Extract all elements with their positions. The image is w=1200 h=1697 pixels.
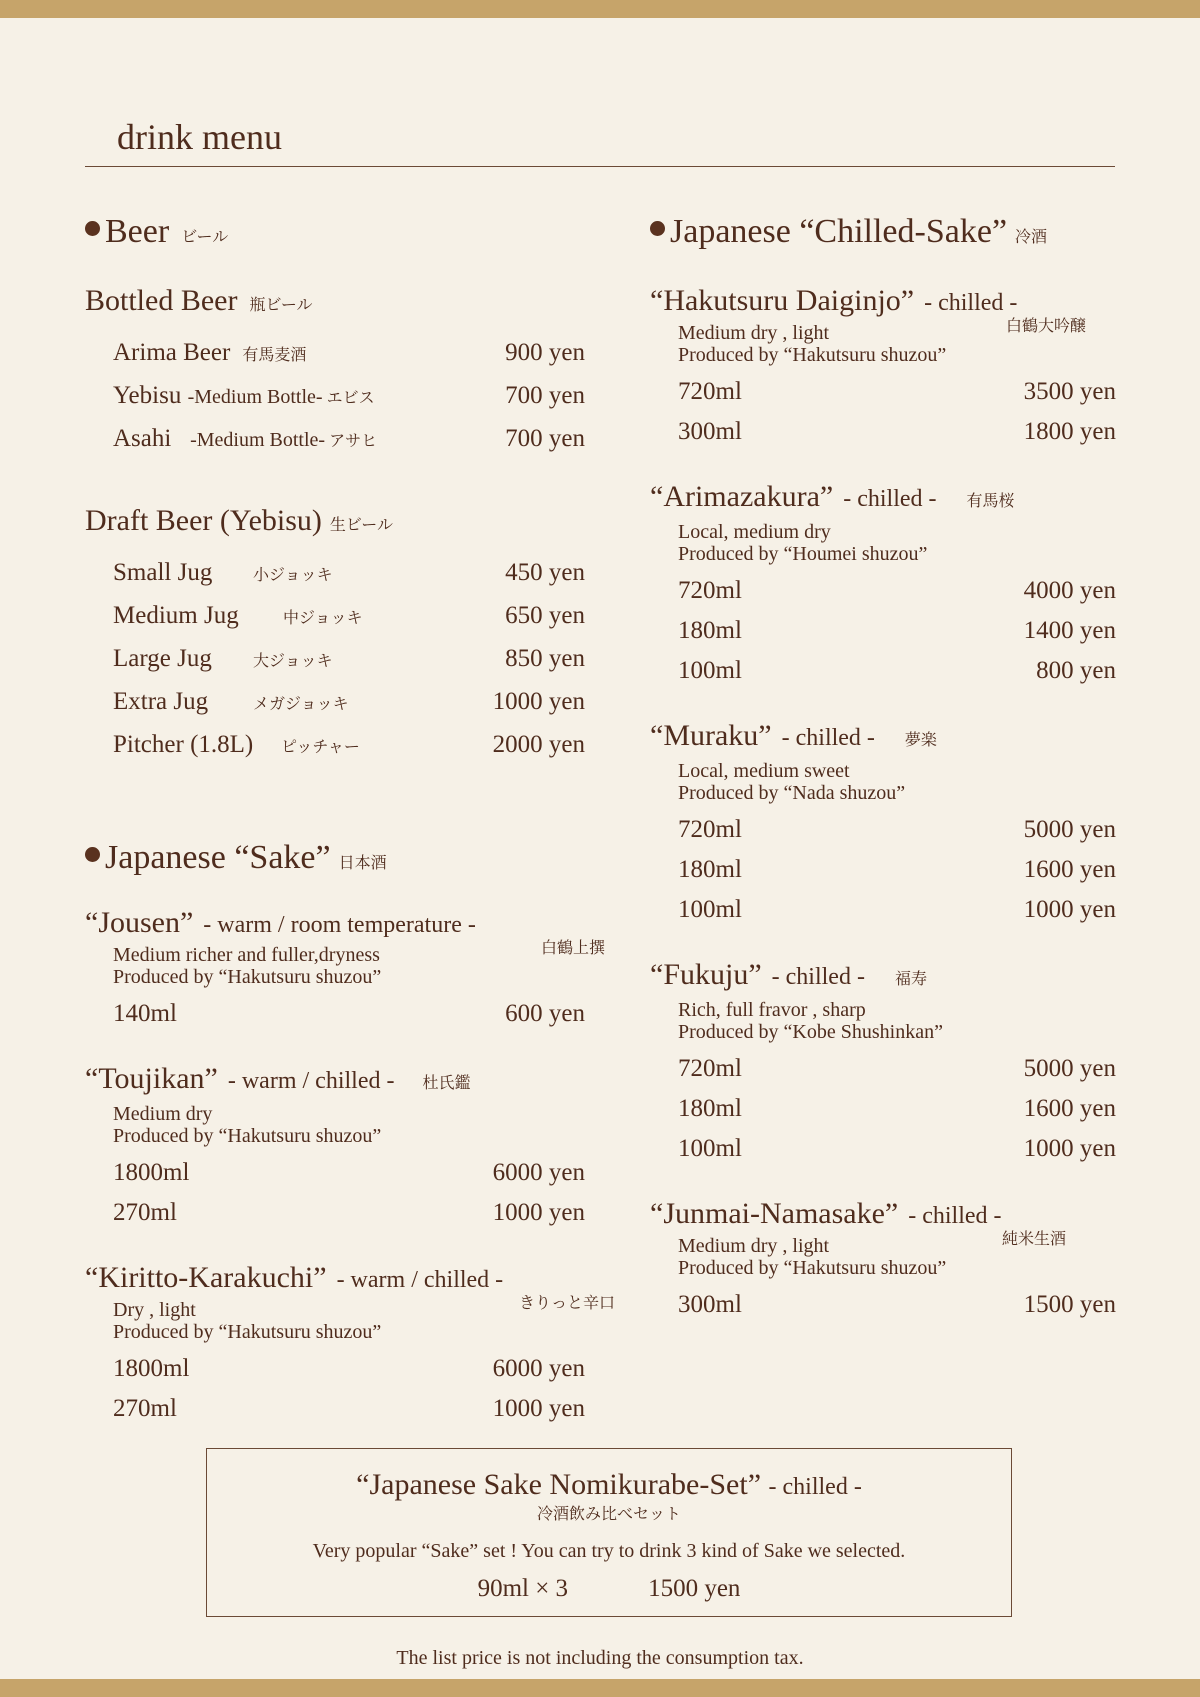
set-description: Very popular “Sake” set ! You can try to drink 3 kind of Sake we selected. (312, 1540, 906, 1562)
sake-name: “Fukuju” (650, 958, 762, 991)
chilled-item-fukuju (650, 956, 1116, 1169)
size: 720ml (678, 378, 742, 405)
size: 720ml (678, 1055, 742, 1082)
sake-name: “Arimazakura” (650, 480, 834, 513)
sake-producer: Produced by “Hakutsuru shuzou” (113, 1125, 382, 1147)
item-name-jp: ピッチャー (281, 739, 360, 756)
menu-item (85, 419, 585, 462)
sake-item-kiritto (85, 1259, 615, 1429)
size-price: 5000 yen (1023, 1055, 1116, 1082)
sake-name: “Junmai-Namasake” (650, 1197, 899, 1230)
size-price: 1600 yen (1023, 856, 1116, 883)
item-note: -Medium Bottle- (190, 429, 326, 451)
sake-name-jp: 純米生酒 (1001, 1231, 1066, 1248)
size-row (85, 1193, 585, 1233)
page-title: drink menu (117, 117, 282, 157)
sake-name-jp: 有馬桜 (966, 493, 1015, 510)
item-note: -Medium Bottle- (187, 386, 323, 408)
draft-beer-heading (85, 502, 585, 545)
sake-producer: Produced by “Kobe Shushinkan” (678, 1021, 943, 1043)
sake-temperature: - chilled - (908, 1203, 1002, 1229)
item-price: 450 yen (505, 559, 585, 586)
sake-temperature: - chilled - (771, 964, 865, 990)
sake-name-jp: きりっと辛口 (518, 1295, 615, 1312)
size: 180ml (678, 856, 742, 883)
size-row (650, 890, 1116, 930)
item-name-jp: 有馬麦酒 (242, 347, 307, 364)
sake-description: Medium richer and fuller,dryness (113, 944, 380, 966)
beer-heading-jp: ビール (181, 229, 229, 246)
set-title-jp: 冷酒飲み比べセット (536, 1506, 681, 1523)
set-price: 1500 yen (648, 1575, 741, 1602)
sake-description: Medium dry , light (678, 322, 830, 344)
menu-item (85, 333, 585, 376)
size-row (650, 1049, 1116, 1089)
sake-heading-jp: 日本酒 (338, 855, 387, 872)
item-name-jp: 中ジョッキ (283, 610, 363, 627)
size: 140ml (113, 1000, 177, 1027)
item-name: Medium Jug (113, 602, 239, 629)
menu-item (85, 376, 585, 419)
menu-item (85, 596, 585, 639)
set-temperature: - chilled - (768, 1474, 862, 1500)
sake-name-jp: 白鶴大吟醸 (1005, 318, 1086, 335)
size-price: 1400 yen (1023, 617, 1116, 644)
bullet-icon (650, 221, 665, 236)
size-row (85, 1349, 585, 1389)
size: 180ml (678, 1095, 742, 1122)
sake-producer: Produced by “Hakutsuru shuzou” (113, 1321, 382, 1343)
size: 270ml (113, 1395, 177, 1422)
sake-description: Medium dry (113, 1103, 213, 1125)
sake-producer: Produced by “Nada shuzou” (678, 782, 906, 804)
sake-name: “Kiritto-Karakuchi” (85, 1261, 327, 1294)
size-price: 1600 yen (1023, 1095, 1116, 1122)
sake-producer: Produced by “Hakutsuru shuzou” (113, 966, 382, 988)
size-price: 6000 yen (492, 1355, 585, 1382)
item-price: 850 yen (505, 645, 585, 672)
bottled-beer-list (85, 333, 585, 462)
size-price: 1500 yen (1023, 1291, 1116, 1318)
left-column (85, 210, 615, 1455)
sake-temperature: - warm / room temperature - (203, 912, 476, 938)
size: 300ml (678, 418, 742, 445)
item-price: 2000 yen (492, 731, 585, 758)
item-name-jp: 大ジョッキ (253, 653, 333, 670)
sake-name-jp: 夢楽 (904, 732, 937, 749)
sake-description: Dry , light (113, 1299, 196, 1321)
item-name: Yebisu (113, 382, 182, 409)
chilled-item-hakutsuru (650, 282, 1116, 452)
item-price: 700 yen (505, 382, 585, 409)
sake-temperature: - warm / chilled - (227, 1068, 395, 1094)
right-column (650, 210, 1116, 1351)
sake-producer: Produced by “Houmei shuzou” (678, 543, 928, 565)
bottled-beer-title-jp: 瓶ビール (249, 297, 313, 314)
size-price: 3500 yen (1023, 378, 1116, 405)
size-row (85, 1389, 585, 1429)
size-price: 1800 yen (1023, 418, 1116, 445)
chilled-section-heading (650, 210, 1116, 260)
size-row (650, 611, 1116, 651)
sake-producer: Produced by “Hakutsuru shuzou” (678, 344, 947, 366)
sake-heading: Japanese “Sake” (105, 839, 331, 876)
draft-beer-title-jp: 生ビール (329, 517, 393, 534)
sake-description: Local, medium dry (678, 521, 831, 543)
item-name: Pitcher (1.8L) (113, 731, 254, 758)
sake-section-heading (85, 836, 585, 886)
sake-item-jousen (85, 904, 605, 1034)
size: 100ml (678, 1135, 742, 1162)
size-price: 5000 yen (1023, 816, 1116, 843)
menu-item (85, 639, 585, 682)
sake-temperature: - chilled - (924, 290, 1018, 316)
item-price: 900 yen (505, 339, 585, 366)
sake-temperature: - chilled - (781, 725, 875, 751)
beer-section-heading (85, 210, 585, 260)
size-price: 1000 yen (1023, 896, 1116, 923)
sake-description: Local, medium sweet (678, 760, 850, 782)
size: 720ml (678, 816, 742, 843)
item-name: Asahi (113, 425, 172, 452)
sake-temperature: - chilled - (843, 486, 937, 512)
sake-name: “Toujikan” (85, 1062, 218, 1095)
item-name: Large Jug (113, 645, 212, 672)
item-name-jp: 小ジョッキ (253, 567, 333, 584)
size-row (650, 1129, 1116, 1169)
sake-name: “Hakutsuru Daiginjo” (650, 284, 915, 317)
size-price: 600 yen (505, 1000, 585, 1027)
bottom-border (0, 1679, 1200, 1697)
size: 300ml (678, 1291, 742, 1318)
menu-item (85, 553, 585, 596)
top-border (0, 0, 1200, 18)
size-price: 1000 yen (492, 1395, 585, 1422)
size: 100ml (678, 896, 742, 923)
bottled-beer-heading (85, 282, 585, 325)
size-row (650, 1089, 1116, 1129)
size-row (650, 412, 1116, 452)
item-name-jp: メガジョッキ (253, 696, 349, 713)
beer-heading: Beer (105, 213, 170, 250)
sake-description: Rich, full fravor , sharp (678, 999, 866, 1021)
size-row (650, 1285, 1116, 1325)
sake-description: Medium dry , light (678, 1235, 830, 1257)
item-price: 1000 yen (492, 688, 585, 715)
size-price: 800 yen (1036, 657, 1116, 684)
nomikurabe-set-box (206, 1448, 1012, 1617)
size: 270ml (113, 1199, 177, 1226)
size-row (650, 850, 1116, 890)
item-name: Small Jug (113, 559, 213, 586)
sake-name-jp: 白鶴上撰 (540, 940, 605, 957)
size-price: 6000 yen (492, 1159, 585, 1186)
title-divider (85, 166, 1115, 167)
size-row (650, 571, 1116, 611)
chilled-item-junmai (650, 1195, 1116, 1325)
sake-producer: Produced by “Hakutsuru shuzou” (678, 1257, 947, 1279)
sake-item-toujikan (85, 1060, 585, 1233)
item-name: Arima Beer (113, 339, 231, 366)
bullet-icon (85, 221, 100, 236)
size: 100ml (678, 657, 742, 684)
item-price: 650 yen (505, 602, 585, 629)
chilled-heading: Japanese “Chilled-Sake” (670, 213, 1008, 250)
sake-name: “Jousen” (85, 906, 194, 939)
size: 180ml (678, 617, 742, 644)
draft-beer-title: Draft Beer (Yebisu) (85, 504, 322, 537)
size-row (85, 994, 585, 1034)
size-row (650, 810, 1116, 850)
tax-note: The list price is not including the consumption tax. (396, 1647, 804, 1669)
set-size: 90ml × 3 (477, 1575, 569, 1602)
menu-item (85, 682, 585, 725)
item-name-jp: エビス (326, 390, 375, 407)
size: 720ml (678, 577, 742, 604)
sake-temperature: - warm / chilled - (336, 1267, 504, 1293)
menu-item (85, 725, 585, 768)
sake-name: “Muraku” (650, 719, 772, 752)
chilled-heading-jp: 冷酒 (1015, 229, 1048, 246)
set-title: “Japanese Sake Nomikurabe-Set” (356, 1468, 762, 1501)
chilled-item-arimazakura (650, 478, 1116, 691)
size-price: 4000 yen (1023, 577, 1116, 604)
size-price: 1000 yen (492, 1199, 585, 1226)
size: 1800ml (113, 1159, 190, 1186)
size-row (650, 651, 1116, 691)
size-price: 1000 yen (1023, 1135, 1116, 1162)
size: 1800ml (113, 1355, 190, 1382)
item-name: Extra Jug (113, 688, 209, 715)
bullet-icon (85, 847, 100, 862)
size-row (85, 1153, 585, 1193)
sake-name-jp: 杜氏鑑 (422, 1075, 471, 1092)
size-row (650, 372, 1116, 412)
draft-beer-list (85, 553, 585, 768)
chilled-item-muraku (650, 717, 1116, 930)
sake-name-jp: 福寿 (894, 971, 927, 988)
item-price: 700 yen (505, 425, 585, 452)
item-name-jp: アサヒ (329, 433, 378, 450)
bottled-beer-title: Bottled Beer (85, 284, 238, 317)
